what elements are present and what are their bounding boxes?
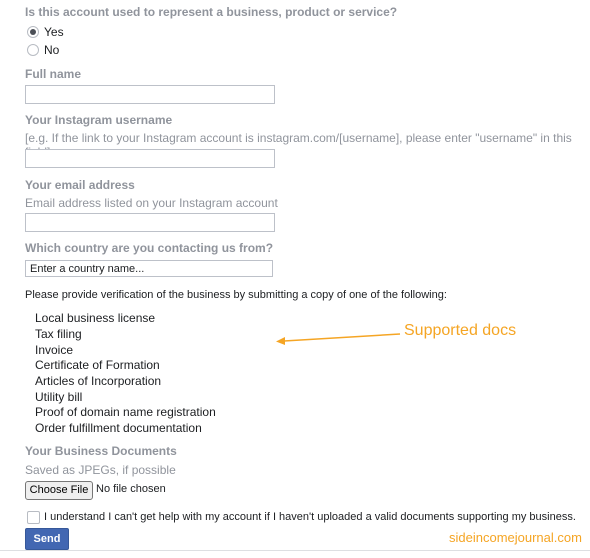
list-item: Local business license (35, 311, 156, 325)
send-button[interactable]: Send (25, 528, 69, 550)
radio-no-label[interactable]: No (44, 43, 60, 57)
instagram-username-input[interactable] (25, 149, 275, 168)
business-documents-hint: Saved as JPEGs, if possible (25, 463, 176, 477)
radio-yes-label[interactable]: Yes (44, 25, 64, 39)
file-status: No file chosen (96, 483, 166, 495)
acknowledgement-text: I understand I can't get help with my account if I haven't uploaded a valid documents supporting my business. (44, 511, 576, 523)
list-item: Invoice (35, 343, 74, 357)
acknowledgement-checkbox[interactable] (27, 511, 40, 524)
instagram-username-hint: [e.g. If the link to your Instagram account is instagram.com/[username], please enter "username" in this (25, 131, 572, 145)
email-hint: Email address listed on your Instagram account (25, 196, 278, 210)
radio-no[interactable] (27, 44, 39, 56)
annotation-text: Supported docs (404, 322, 517, 339)
verification-instruction: Please provide verification of the business by submitting a copy of one of the following: (25, 289, 447, 301)
full-name-input[interactable] (25, 85, 275, 104)
instagram-username-label: Your Instagram username (25, 113, 173, 127)
country-label: Which country are you contacting us from? (25, 241, 274, 255)
list-item: Tax filing (35, 327, 82, 341)
list-item: Proof of domain name registration (35, 405, 216, 419)
radio-yes[interactable] (27, 26, 39, 38)
choose-file-button[interactable]: Choose File (25, 481, 93, 500)
email-input[interactable] (25, 213, 275, 232)
annotation-arrow-icon (270, 330, 405, 346)
list-item: Order fulfillment documentation (35, 421, 202, 435)
business-question-label: Is this account used to represent a business, product or service? (25, 5, 398, 19)
full-name-label: Full name (25, 67, 82, 81)
country-input[interactable]: Enter a country name... (25, 260, 273, 277)
watermark: sideincomejournal.com (449, 530, 582, 545)
list-item: Certificate of Formation (35, 358, 160, 372)
email-label: Your email address (25, 178, 135, 192)
list-item: Articles of Incorporation (35, 374, 162, 388)
divider (0, 550, 590, 551)
list-item: Utility bill (35, 390, 83, 404)
business-documents-label: Your Business Documents (25, 444, 177, 458)
